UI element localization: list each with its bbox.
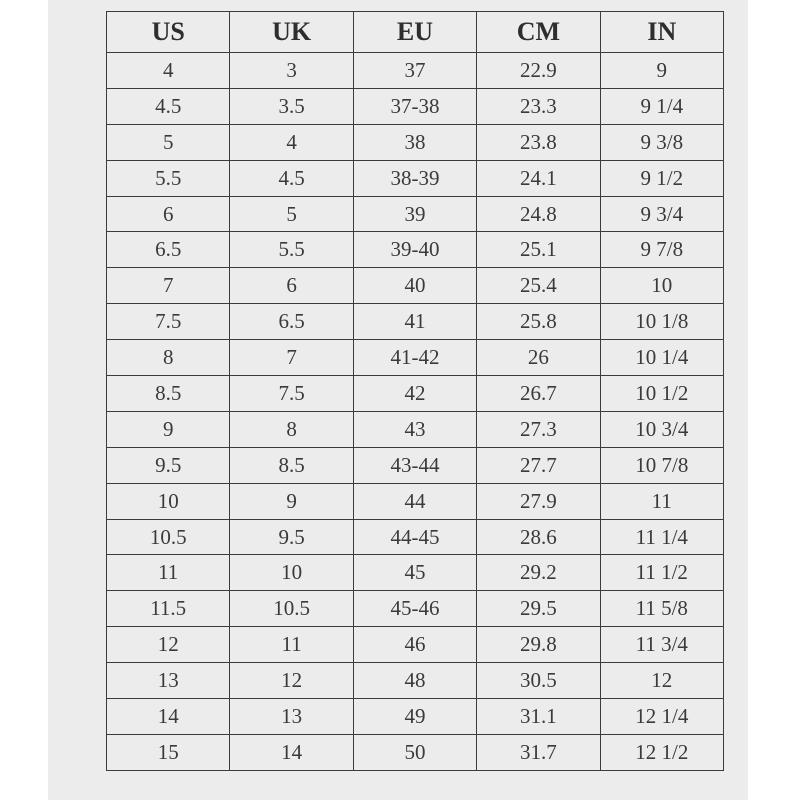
table-row bbox=[107, 591, 724, 627]
table-row bbox=[107, 124, 724, 160]
cell-in: 10 bbox=[600, 268, 723, 304]
table-row bbox=[107, 376, 724, 412]
cell-in: 11 5/8 bbox=[600, 591, 723, 627]
cell-us: 6.5 bbox=[107, 232, 230, 268]
cell-us: 14 bbox=[107, 699, 230, 735]
cell-in: 9 bbox=[600, 53, 723, 89]
cell-eu: 44-45 bbox=[353, 519, 476, 555]
cell-us: 4.5 bbox=[107, 88, 230, 124]
cell-eu: 38-39 bbox=[353, 160, 476, 196]
cell-eu: 37 bbox=[353, 53, 476, 89]
table-row bbox=[107, 53, 724, 89]
cell-cm: 24.8 bbox=[477, 196, 600, 232]
cell-us: 8.5 bbox=[107, 376, 230, 412]
header-in: IN bbox=[600, 12, 723, 53]
table-row bbox=[107, 447, 724, 483]
cell-in: 10 7/8 bbox=[600, 447, 723, 483]
cell-cm: 24.1 bbox=[477, 160, 600, 196]
cell-in: 10 1/2 bbox=[600, 376, 723, 412]
cell-us: 12 bbox=[107, 627, 230, 663]
table-row bbox=[107, 160, 724, 196]
cell-uk: 11 bbox=[230, 627, 353, 663]
cell-uk: 7 bbox=[230, 340, 353, 376]
cell-uk: 7.5 bbox=[230, 376, 353, 412]
cell-us: 11 bbox=[107, 555, 230, 591]
cell-cm: 28.6 bbox=[477, 519, 600, 555]
header-us: US bbox=[107, 12, 230, 53]
cell-eu: 39 bbox=[353, 196, 476, 232]
cell-uk: 9 bbox=[230, 483, 353, 519]
cell-uk: 10.5 bbox=[230, 591, 353, 627]
cell-eu: 45-46 bbox=[353, 591, 476, 627]
cell-cm: 26 bbox=[477, 340, 600, 376]
cell-in: 10 3/4 bbox=[600, 411, 723, 447]
cell-us: 9.5 bbox=[107, 447, 230, 483]
cell-eu: 43 bbox=[353, 411, 476, 447]
cell-cm: 30.5 bbox=[477, 663, 600, 699]
cell-us: 4 bbox=[107, 53, 230, 89]
cell-us: 6 bbox=[107, 196, 230, 232]
cell-uk: 14 bbox=[230, 734, 353, 770]
cell-eu: 46 bbox=[353, 627, 476, 663]
table-row bbox=[107, 483, 724, 519]
cell-uk: 6.5 bbox=[230, 304, 353, 340]
cell-eu: 39-40 bbox=[353, 232, 476, 268]
cell-us: 13 bbox=[107, 663, 230, 699]
cell-us: 8 bbox=[107, 340, 230, 376]
table-row bbox=[107, 627, 724, 663]
table-row bbox=[107, 304, 724, 340]
cell-cm: 27.7 bbox=[477, 447, 600, 483]
cell-eu: 42 bbox=[353, 376, 476, 412]
cell-cm: 26.7 bbox=[477, 376, 600, 412]
table-row bbox=[107, 268, 724, 304]
cell-in: 12 bbox=[600, 663, 723, 699]
cell-uk: 8 bbox=[230, 411, 353, 447]
cell-eu: 43-44 bbox=[353, 447, 476, 483]
cell-eu: 50 bbox=[353, 734, 476, 770]
cell-cm: 31.7 bbox=[477, 734, 600, 770]
cell-cm: 22.9 bbox=[477, 53, 600, 89]
cell-uk: 12 bbox=[230, 663, 353, 699]
cell-cm: 29.5 bbox=[477, 591, 600, 627]
cell-eu: 48 bbox=[353, 663, 476, 699]
cell-eu: 38 bbox=[353, 124, 476, 160]
header-cm: CM bbox=[477, 12, 600, 53]
cell-in: 11 3/4 bbox=[600, 627, 723, 663]
cell-cm: 29.8 bbox=[477, 627, 600, 663]
cell-cm: 23.8 bbox=[477, 124, 600, 160]
cell-eu: 40 bbox=[353, 268, 476, 304]
table-row bbox=[107, 411, 724, 447]
cell-us: 7 bbox=[107, 268, 230, 304]
table-row bbox=[107, 232, 724, 268]
cell-cm: 27.9 bbox=[477, 483, 600, 519]
cell-uk: 4 bbox=[230, 124, 353, 160]
cell-in: 10 1/4 bbox=[600, 340, 723, 376]
table-row bbox=[107, 734, 724, 770]
cell-us: 5.5 bbox=[107, 160, 230, 196]
cell-us: 10.5 bbox=[107, 519, 230, 555]
cell-cm: 29.2 bbox=[477, 555, 600, 591]
cell-us: 9 bbox=[107, 411, 230, 447]
table-row bbox=[107, 699, 724, 735]
header-uk: UK bbox=[230, 12, 353, 53]
cell-uk: 6 bbox=[230, 268, 353, 304]
cell-us: 10 bbox=[107, 483, 230, 519]
cell-cm: 31.1 bbox=[477, 699, 600, 735]
table-row bbox=[107, 340, 724, 376]
cell-in: 11 bbox=[600, 483, 723, 519]
cell-uk: 10 bbox=[230, 555, 353, 591]
cell-uk: 3.5 bbox=[230, 88, 353, 124]
cell-us: 5 bbox=[107, 124, 230, 160]
cell-cm: 23.3 bbox=[477, 88, 600, 124]
table-row bbox=[107, 663, 724, 699]
cell-eu: 49 bbox=[353, 699, 476, 735]
cell-cm: 25.1 bbox=[477, 232, 600, 268]
cell-in: 12 1/4 bbox=[600, 699, 723, 735]
table-row bbox=[107, 555, 724, 591]
cell-uk: 13 bbox=[230, 699, 353, 735]
cell-cm: 25.8 bbox=[477, 304, 600, 340]
table-row bbox=[107, 196, 724, 232]
cell-cm: 25.4 bbox=[477, 268, 600, 304]
size-conversion-table bbox=[106, 11, 724, 771]
cell-eu: 44 bbox=[353, 483, 476, 519]
cell-uk: 5 bbox=[230, 196, 353, 232]
cell-in: 9 3/8 bbox=[600, 124, 723, 160]
cell-in: 9 3/4 bbox=[600, 196, 723, 232]
cell-eu: 41-42 bbox=[353, 340, 476, 376]
cell-in: 9 1/4 bbox=[600, 88, 723, 124]
cell-us: 7.5 bbox=[107, 304, 230, 340]
cell-eu: 41 bbox=[353, 304, 476, 340]
cell-in: 10 1/8 bbox=[600, 304, 723, 340]
cell-uk: 8.5 bbox=[230, 447, 353, 483]
cell-uk: 4.5 bbox=[230, 160, 353, 196]
header-eu: EU bbox=[353, 12, 476, 53]
table-row bbox=[107, 519, 724, 555]
cell-eu: 37-38 bbox=[353, 88, 476, 124]
table-row bbox=[107, 88, 724, 124]
cell-uk: 5.5 bbox=[230, 232, 353, 268]
cell-in: 9 1/2 bbox=[600, 160, 723, 196]
cell-in: 9 7/8 bbox=[600, 232, 723, 268]
cell-in: 11 1/4 bbox=[600, 519, 723, 555]
cell-uk: 3 bbox=[230, 53, 353, 89]
cell-us: 11.5 bbox=[107, 591, 230, 627]
cell-uk: 9.5 bbox=[230, 519, 353, 555]
cell-in: 11 1/2 bbox=[600, 555, 723, 591]
cell-eu: 45 bbox=[353, 555, 476, 591]
table-header-row bbox=[107, 12, 724, 53]
table-body bbox=[107, 53, 724, 771]
cell-cm: 27.3 bbox=[477, 411, 600, 447]
cell-in: 12 1/2 bbox=[600, 734, 723, 770]
cell-us: 15 bbox=[107, 734, 230, 770]
